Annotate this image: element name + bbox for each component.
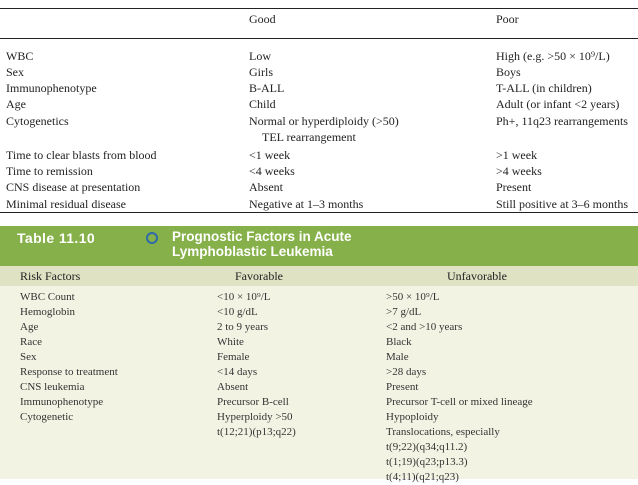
table-body xyxy=(0,286,638,483)
risk-factor-cell: Immunophenotype xyxy=(20,396,104,408)
table-row xyxy=(0,96,638,112)
header-poor: Poor xyxy=(496,12,519,26)
table-row xyxy=(0,163,638,179)
factor-cell: Minimal residual disease xyxy=(6,197,126,211)
table-row xyxy=(0,48,638,64)
unfavorable-cell: Male xyxy=(386,351,409,363)
poor-cell: Adult (or infant <2 years) xyxy=(496,97,620,111)
header-risk-factors: Risk Factors xyxy=(20,269,81,283)
table-row xyxy=(0,129,638,145)
good-cell: TEL rearrangement xyxy=(262,130,356,144)
table-row xyxy=(0,335,638,350)
bottom-rule xyxy=(0,212,638,213)
table-row xyxy=(0,320,638,335)
risk-factor-cell: Age xyxy=(20,321,39,333)
unfavorable-cell: >28 days xyxy=(386,366,427,378)
poor-cell: High (e.g. >50 × 10⁹/L) xyxy=(496,49,610,63)
favorable-cell: Hyperploidy >50 xyxy=(217,411,293,423)
table-row xyxy=(0,113,638,129)
favorable-cell: White xyxy=(217,336,244,348)
good-cell: Child xyxy=(249,97,276,111)
unfavorable-cell: >7 g/dL xyxy=(386,306,422,318)
poor-cell: T-ALL (in children) xyxy=(496,81,592,95)
factor-cell: WBC xyxy=(6,49,34,63)
unfavorable-cell: Black xyxy=(386,336,412,348)
header-favorable: Favorable xyxy=(235,269,283,283)
table-row xyxy=(0,147,638,163)
favorable-cell: <10 g/dL xyxy=(217,306,258,318)
factor-cell: Cytogenetics xyxy=(6,114,69,128)
table-row xyxy=(0,179,638,195)
unfavorable-cell: Translocations, especially xyxy=(386,426,500,438)
table-title-line-2: Lymphoblastic Leukemia xyxy=(172,244,333,259)
poor-cell: >4 weeks xyxy=(496,164,542,178)
unfavorable-cell: Present xyxy=(386,381,419,393)
table-row xyxy=(0,365,638,380)
risk-factor-cell: Hemoglobin xyxy=(20,306,75,318)
risk-factor-cell: Response to treatment xyxy=(20,366,118,378)
good-cell: Low xyxy=(249,49,271,63)
table-row xyxy=(0,470,638,485)
table-row xyxy=(0,380,638,395)
poor-cell: Present xyxy=(496,180,532,194)
table-title-line-1: Prognostic Factors in Acute xyxy=(172,229,352,244)
table-title xyxy=(172,229,352,259)
table-row xyxy=(0,395,638,410)
table-row xyxy=(0,455,638,470)
unfavorable-cell: t(4;11)(q21;q23) xyxy=(386,471,459,483)
good-cell: Negative at 1–3 months xyxy=(249,197,364,211)
risk-factor-cell: Cytogenetic xyxy=(20,411,74,423)
table-number: Table 11.10 xyxy=(17,230,96,246)
factor-cell: CNS disease at presentation xyxy=(6,180,141,194)
circle-bullet-icon xyxy=(146,232,158,244)
poor-cell: Still positive at 3–6 months xyxy=(496,197,629,211)
favorable-cell: <10 × 10⁹/L xyxy=(217,291,271,303)
risk-factor-cell: Sex xyxy=(20,351,37,363)
header-good: Good xyxy=(249,12,276,26)
factor-cell: Time to clear blasts from blood xyxy=(6,148,157,162)
unfavorable-cell: <2 and >10 years xyxy=(386,321,463,333)
risk-factor-cell: Race xyxy=(20,336,42,348)
favorable-cell: 2 to 9 years xyxy=(217,321,269,333)
factor-cell: Time to remission xyxy=(6,164,93,178)
risk-factor-cell: WBC Count xyxy=(20,291,75,303)
unfavorable-cell: t(9;22)(q34;q11.2) xyxy=(386,441,468,453)
favorable-cell: <14 days xyxy=(217,366,258,378)
unfavorable-cell: >50 × 10⁹/L xyxy=(386,291,440,303)
factor-cell: Age xyxy=(6,97,26,111)
header-unfavorable: Unfavorable xyxy=(447,269,507,283)
table-row xyxy=(0,440,638,455)
table-row xyxy=(0,410,638,425)
table-row xyxy=(0,305,638,320)
good-cell: Absent xyxy=(249,180,283,194)
table-header-row xyxy=(0,266,638,286)
poor-cell: >1 week xyxy=(496,148,538,162)
poor-cell: Ph+, 11q23 rearrangements xyxy=(496,114,628,128)
favorable-cell: t(12;21)(p13;q22) xyxy=(217,426,296,438)
poor-cell: Boys xyxy=(496,65,521,79)
unfavorable-cell: Hypoploidy xyxy=(386,411,439,423)
factor-cell: Immunophenotype xyxy=(6,81,97,95)
top-rule xyxy=(0,8,638,9)
table-row xyxy=(0,64,638,80)
risk-factor-cell: CNS leukemia xyxy=(20,381,85,393)
table-row xyxy=(0,350,638,365)
table-row xyxy=(0,425,638,440)
good-cell: <4 weeks xyxy=(249,164,295,178)
factor-cell: Sex xyxy=(6,65,24,79)
table-row xyxy=(0,80,638,96)
good-cell: B-ALL xyxy=(249,81,285,95)
good-cell: Normal or hyperdiploidy (>50) xyxy=(249,114,399,128)
table-row xyxy=(0,290,638,305)
prognosis-table-top xyxy=(0,0,638,213)
favorable-cell: Absent xyxy=(217,381,249,393)
unfavorable-cell: Precursor T-cell or mixed lineage xyxy=(386,396,533,408)
table-row xyxy=(0,196,638,212)
header-rule xyxy=(0,38,638,39)
favorable-cell: Female xyxy=(217,351,250,363)
good-cell: <1 week xyxy=(249,148,291,162)
unfavorable-cell: t(1;19)(q23;p13.3) xyxy=(386,456,468,468)
good-cell: Girls xyxy=(249,65,273,79)
favorable-cell: Precursor B-cell xyxy=(217,396,289,408)
